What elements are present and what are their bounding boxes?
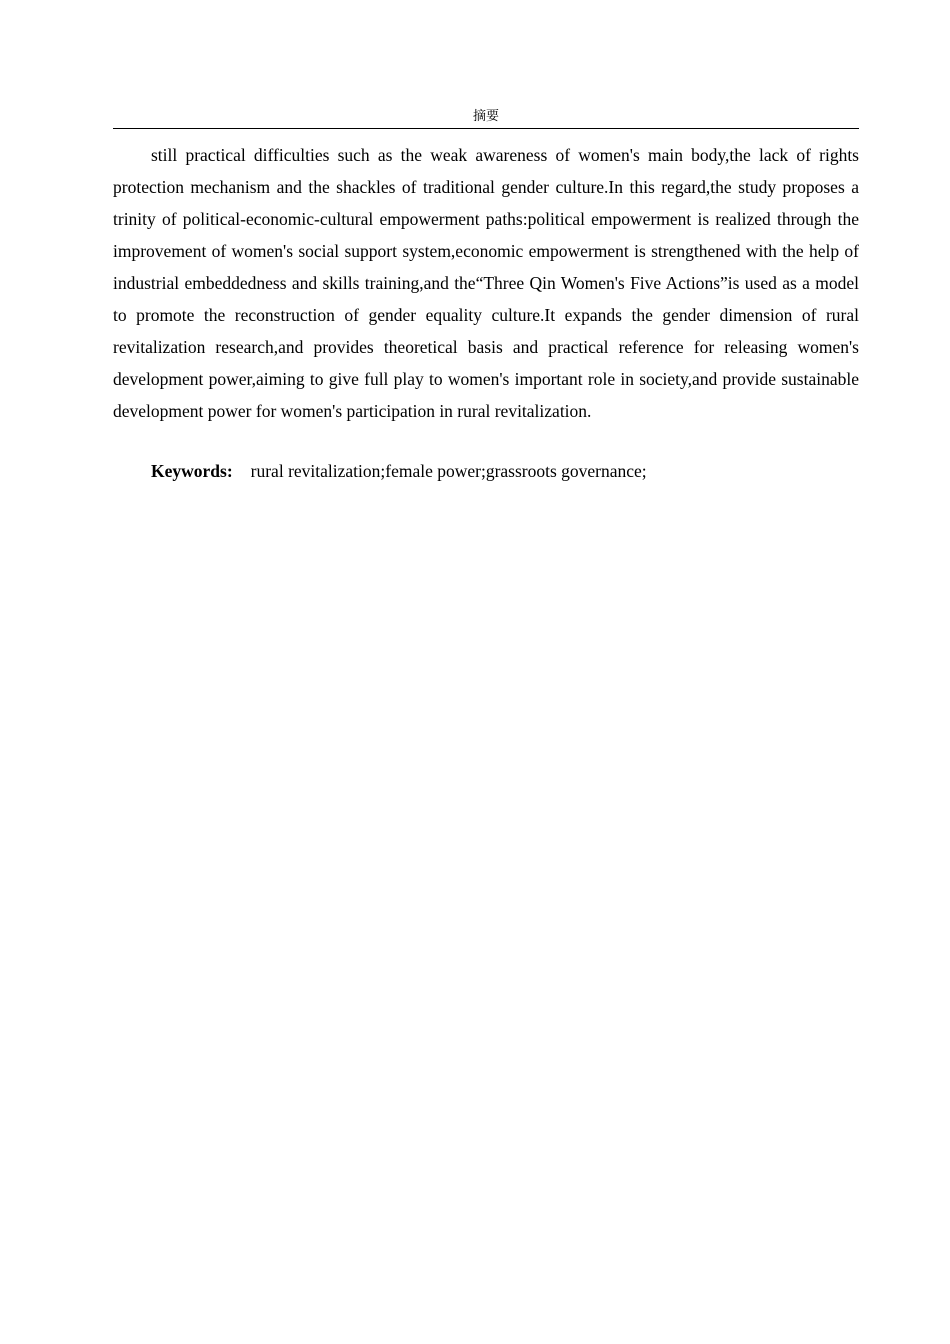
abstract-paragraph: still practical difficulties such as the weak awareness of women's main body,the lack of rights protection mechanism and the shackles of traditional gender culture.In this regard,the study proposes a trinity of political-economic-cultural empowerment paths:political empowerment is realized through the improvement of women's social support system,economic empowerment is strengthened with the help of industrial embeddedness and skills training,and the“Three Qin Women's Five Actions”is used as a model to promote the reconstruction of gender equality culture.It expands the gender dimension of rural revitalization research,and provides theoretical basis and practical reference for releasing women's development power,aiming to give full play to women's important role in society,and provide sustainable development power for women's participation in rural revitalization.: [113, 145, 859, 421]
keywords-label: Keywords:: [151, 461, 233, 481]
header-title: 摘要: [472, 109, 499, 124]
keywords-line: [151, 457, 859, 485]
keywords-value: rural revitalization;female power;grassroots governance;: [250, 461, 647, 481]
header-divider: [113, 128, 859, 129]
page-header: [113, 108, 859, 128]
